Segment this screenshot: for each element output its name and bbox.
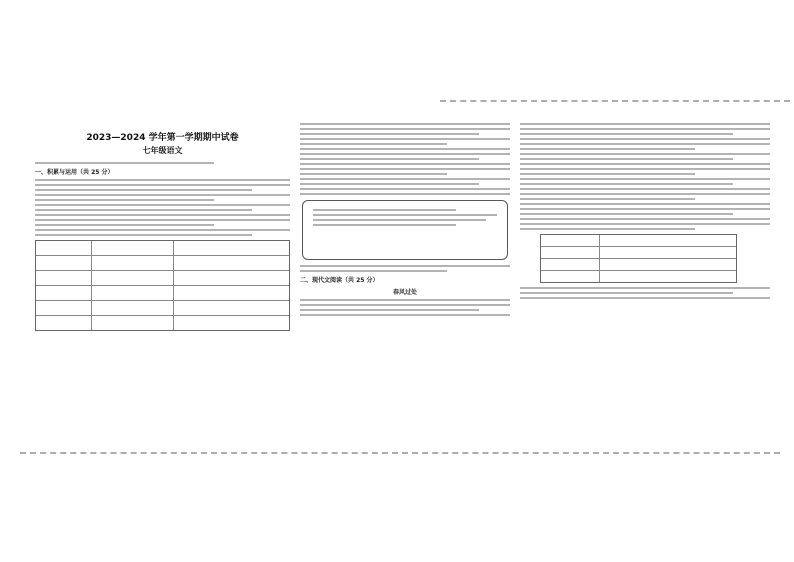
- text-line: [300, 304, 510, 306]
- fold-line-top: [440, 100, 790, 103]
- text-line: [300, 173, 447, 175]
- text-line: [300, 123, 510, 125]
- text-line: [35, 234, 252, 236]
- exam-page-2: [300, 120, 510, 425]
- text-line: [300, 153, 510, 155]
- exam-page-3: [520, 120, 770, 425]
- text-line: [520, 198, 695, 200]
- table-row: [36, 316, 289, 330]
- text-line: [300, 158, 479, 160]
- table-row: [36, 241, 289, 256]
- text-line: [35, 204, 290, 206]
- note-box: [302, 200, 508, 260]
- text-line: [520, 188, 770, 190]
- text-line: [300, 309, 479, 311]
- text-line: [300, 314, 510, 316]
- text-line: [520, 292, 733, 294]
- text-line: [313, 219, 486, 221]
- answer-table: [540, 234, 737, 283]
- text-line: [313, 209, 456, 211]
- table-row: [541, 247, 736, 259]
- exam-subtitle: 七年级语文: [142, 146, 183, 155]
- text-line: [300, 133, 479, 135]
- table-row: [36, 256, 289, 271]
- text-line: [35, 199, 214, 201]
- question-table: [35, 240, 290, 331]
- text-line: [520, 218, 770, 220]
- section-heading-part2: 二、现代文阅读（共 25 分）: [300, 277, 379, 284]
- text-line: [300, 265, 510, 267]
- text-line: [313, 224, 456, 226]
- text-line: [300, 148, 510, 150]
- text-line: [520, 128, 770, 130]
- text-line: [35, 162, 214, 164]
- section-heading-part1: 一、积累与运用（共 25 分）: [35, 169, 114, 176]
- text-line: [300, 143, 447, 145]
- text-line: [520, 193, 770, 195]
- text-line: [300, 128, 510, 130]
- text-line: [520, 143, 770, 145]
- text-line: [520, 148, 695, 150]
- text-line: [520, 123, 770, 125]
- text-line: [520, 183, 733, 185]
- text-line: [300, 193, 510, 195]
- text-line: [520, 158, 733, 160]
- exam-page-1: [35, 120, 290, 425]
- text-line: [520, 133, 733, 135]
- table-row: [541, 259, 736, 271]
- text-line: [520, 163, 770, 165]
- text-line: [313, 214, 497, 216]
- text-line: [520, 203, 770, 205]
- text-line: [300, 138, 510, 140]
- text-line: [520, 297, 770, 299]
- text-line: [520, 178, 770, 180]
- table-row: [541, 235, 736, 247]
- text-line: [35, 209, 252, 211]
- text-line: [520, 168, 770, 170]
- text-line: [300, 270, 447, 272]
- text-line: [300, 188, 510, 190]
- text-line: [35, 179, 290, 181]
- fold-line-bottom: [20, 452, 780, 455]
- text-line: [300, 178, 510, 180]
- text-line: [520, 213, 733, 215]
- text-line: [35, 184, 290, 186]
- text-line: [35, 219, 290, 221]
- text-line: [520, 287, 770, 289]
- text-line: [35, 189, 252, 191]
- passage-title: 春风过处: [392, 289, 417, 296]
- text-line: [300, 183, 479, 185]
- exam-title: 2023—2024 学年第一学期期中试卷: [86, 133, 239, 143]
- text-line: [300, 299, 510, 301]
- text-line: [300, 163, 510, 165]
- text-line: [520, 138, 770, 140]
- text-line: [520, 153, 770, 155]
- text-line: [35, 214, 290, 216]
- text-line: [520, 208, 770, 210]
- text-line: [520, 223, 770, 225]
- text-line: [300, 168, 510, 170]
- table-row: [36, 271, 289, 286]
- text-line: [520, 228, 695, 230]
- table-row: [541, 271, 736, 282]
- text-line: [35, 229, 290, 231]
- table-row: [36, 286, 289, 301]
- text-line: [35, 194, 290, 196]
- text-line: [35, 224, 214, 226]
- table-row: [36, 301, 289, 316]
- text-line: [520, 173, 695, 175]
